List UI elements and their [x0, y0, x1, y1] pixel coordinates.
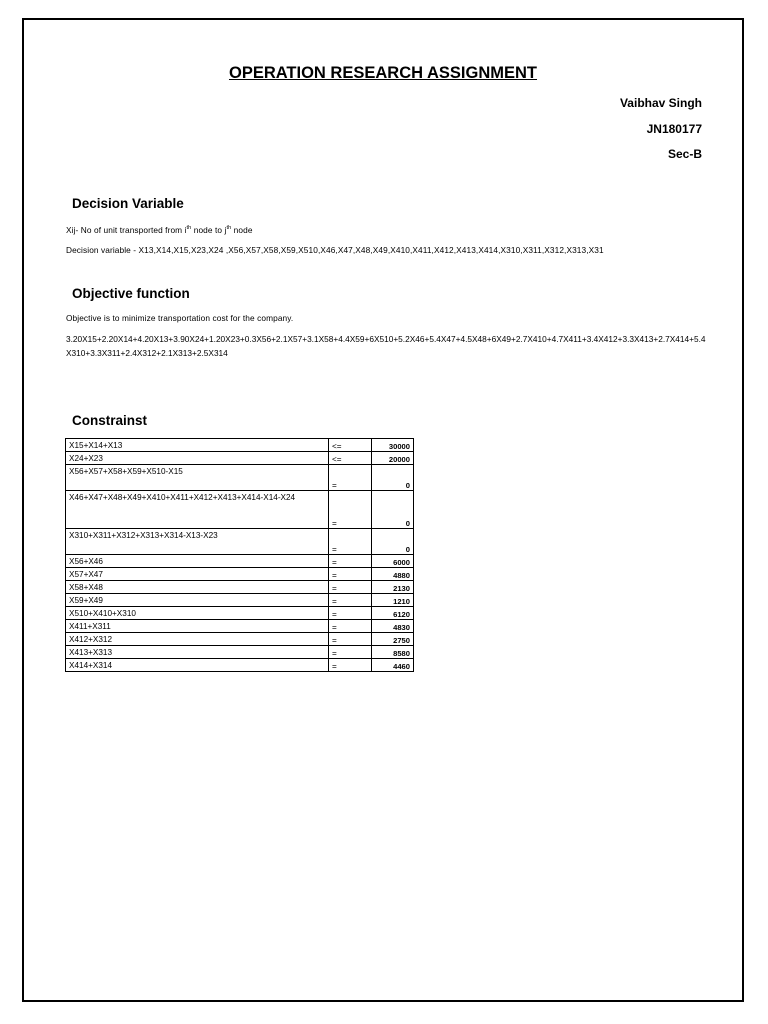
constraints-heading: Constrainst: [72, 413, 148, 428]
constraint-row: [66, 607, 414, 620]
constraint-operator: =: [329, 607, 372, 620]
page: [22, 18, 744, 1002]
constraint-row: [66, 491, 414, 529]
constraint-expression: X59+X49: [66, 594, 329, 607]
constraint-expression: X46+X47+X48+X49+X410+X411+X412+X413+X414-X14-X24: [66, 491, 329, 529]
constraint-operator: =: [329, 568, 372, 581]
constraint-row: [66, 452, 414, 465]
author-section: Sec-B: [667, 147, 702, 161]
constraint-rhs: 4460: [372, 659, 414, 672]
author-roll-number: JN180177: [646, 122, 702, 136]
constraint-operator: =: [329, 555, 372, 568]
decision-variable-definition: [66, 225, 253, 235]
constraint-row: [66, 581, 414, 594]
constraint-row: [66, 555, 414, 568]
constraint-expression: X413+X313: [66, 646, 329, 659]
constraint-operator: =: [329, 646, 372, 659]
constraint-expression: X510+X410+X310: [66, 607, 329, 620]
constraint-row: [66, 620, 414, 633]
author-name: Vaibhav Singh: [619, 96, 702, 110]
constraint-rhs: 2750: [372, 633, 414, 646]
decision-variable-list: Decision variable - X13,X14,X15,X23,X24 ,X56,X57,X58,X59,X510,X46,X47,X48,X49,X410,X411,X412,X413,X414,X310,X311,X312,X313,X31: [66, 245, 604, 255]
constraint-rhs: 4880: [372, 568, 414, 581]
definition-sup-i: th: [186, 225, 192, 231]
definition-mid: node to j: [191, 225, 227, 235]
constraint-operator: <=: [329, 452, 372, 465]
constraint-operator: =: [329, 491, 372, 529]
constraint-rhs: 6000: [372, 555, 414, 568]
constraint-operator: =: [329, 633, 372, 646]
constraint-expression: X15+X14+X13: [66, 439, 329, 452]
objective-heading: Objective function: [72, 286, 190, 301]
constraint-row: [66, 439, 414, 452]
constraint-expression: X56+X46: [66, 555, 329, 568]
constraint-row: [66, 568, 414, 581]
decision-variable-heading: Decision Variable: [72, 196, 184, 211]
constraint-rhs: 0: [372, 465, 414, 491]
constraint-operator: =: [329, 529, 372, 555]
constraint-row: [66, 646, 414, 659]
constraint-expression: X24+X23: [66, 452, 329, 465]
constraint-expression: X411+X311: [66, 620, 329, 633]
constraint-expression: X56+X57+X58+X59+X510-X15: [66, 465, 329, 491]
constraint-rhs: 0: [372, 491, 414, 529]
constraint-operator: =: [329, 465, 372, 491]
constraint-expression: X310+X311+X312+X313+X314-X13-X23: [66, 529, 329, 555]
constraint-row: [66, 465, 414, 491]
constraint-rhs: 6120: [372, 607, 414, 620]
definition-suffix: node: [231, 225, 253, 235]
constraint-expression: X414+X314: [66, 659, 329, 672]
definition-sup-j: th: [226, 225, 232, 231]
constraint-row: [66, 529, 414, 555]
constraint-expression: X57+X47: [66, 568, 329, 581]
constraints-table: [65, 438, 414, 672]
constraint-rhs: 8580: [372, 646, 414, 659]
constraint-rhs: 20000: [372, 452, 414, 465]
constraint-expression: X58+X48: [66, 581, 329, 594]
definition-prefix: Xij- No of unit transported from i: [66, 225, 187, 235]
constraint-rhs: 0: [372, 529, 414, 555]
constraint-rhs: 1210: [372, 594, 414, 607]
constraint-rhs: 30000: [372, 439, 414, 452]
constraint-operator: =: [329, 594, 372, 607]
constraint-operator: =: [329, 620, 372, 633]
constraint-operator: <=: [329, 439, 372, 452]
constraint-operator: =: [329, 659, 372, 672]
constraint-row: [66, 659, 414, 672]
document-title: OPERATION RESEARCH ASSIGNMENT: [228, 64, 538, 82]
objective-function: 3.20X15+2.20X14+4.20X13+3.90X24+1.20X23+0.3X56+2.1X57+3.1X58+4.4X59+6X510+5.2X46+5.4X47+4.5X48+6X49+2.7X410+4.7X411+3.4X412+3.3X413+2.7X414+5.4X310+3.3X311+2.4X312+2.1X313+2.5X314: [66, 334, 706, 358]
objective-statement: Objective is to minimize transportation cost for the company.: [66, 313, 294, 323]
constraint-rhs: 4830: [372, 620, 414, 633]
constraint-row: [66, 594, 414, 607]
constraint-row: [66, 633, 414, 646]
constraint-expression: X412+X312: [66, 633, 329, 646]
constraint-operator: =: [329, 581, 372, 594]
constraint-rhs: 2130: [372, 581, 414, 594]
